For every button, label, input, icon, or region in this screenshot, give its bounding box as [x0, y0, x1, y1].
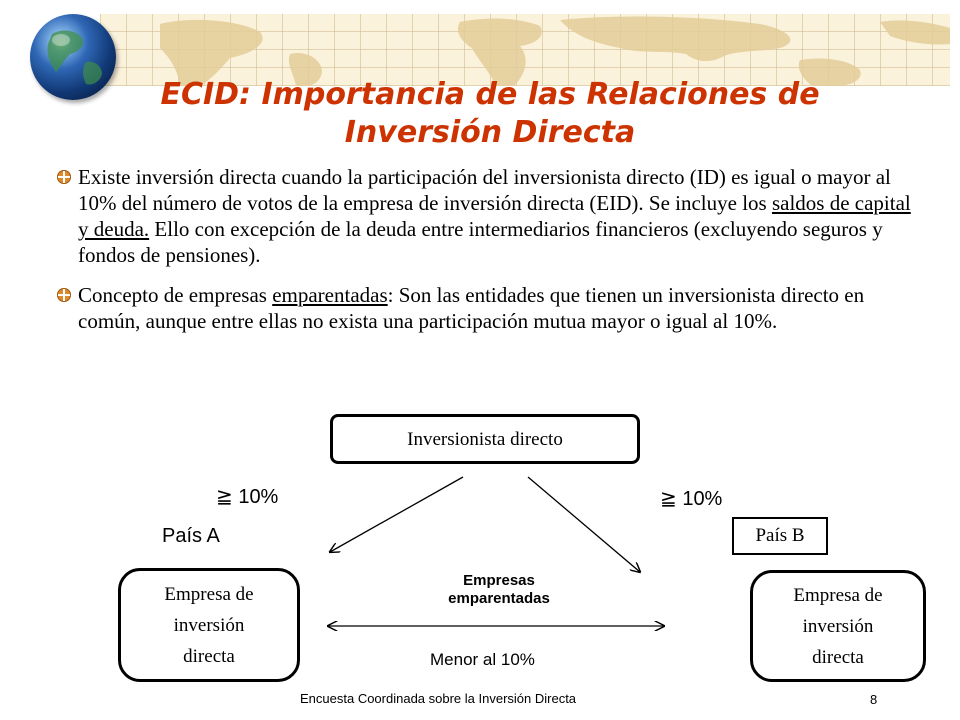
country-b-label: País B [732, 517, 828, 555]
left-enterprise-box [118, 568, 300, 682]
bullet-text-part: Ello con excepción de la deuda entre intermediarios financieros (excluyendo seguros y fondos de pensiones). [78, 217, 883, 267]
right-enterprise-line: Empresa de [793, 584, 883, 606]
arrow-to-left-enterprise [330, 477, 463, 552]
right-enterprise-box [750, 570, 926, 682]
slide-title-line-2: Inversión Directa [344, 115, 636, 150]
left-enterprise-line: Empresa de [164, 583, 254, 605]
related-enterprises-line: emparentadas [448, 590, 550, 607]
bullet-text-part: : Son las entidades que tienen un inversionista directo en común, aunque entre ellas no exista una participación mutua mayor o igual al 10%. [78, 283, 865, 333]
right-enterprise-line: directa [812, 646, 864, 668]
less-than-label: Menor al 10% [430, 650, 535, 669]
right-enterprise-line: inversión [802, 615, 874, 637]
direct-investor-box: Inversionista directo [330, 414, 640, 464]
bullet-text-part: Concepto de empresas [78, 283, 273, 307]
left-enterprise-line: directa [183, 645, 235, 667]
right-share-label: ≧ 10% [660, 488, 723, 510]
slide-title-line-1: ECID: Importancia de las Relaciones de [160, 77, 820, 112]
footer-text: Encuesta Coordinada sobre la Inversión Directa [300, 691, 577, 706]
bullet-underlined-text: emparentadas [272, 283, 388, 307]
page-number: 8 [870, 692, 878, 707]
arrow-to-right-enterprise [528, 477, 640, 572]
left-share-label: ≧ 10% [216, 486, 279, 508]
country-a-label: País A [162, 525, 220, 547]
related-enterprises-line: Empresas [463, 572, 535, 589]
bullet-underlined-text: saldos de capital y deuda. [78, 191, 911, 241]
bullet-text-part: Existe inversión directa cuando la participación del inversionista directo (ID) es igual o mayor al 10% del número de votos de la empresa de inversión directa (EID). Se incluye los [78, 165, 891, 215]
related-enterprises-label [424, 572, 574, 608]
left-enterprise-line: inversión [173, 614, 245, 636]
